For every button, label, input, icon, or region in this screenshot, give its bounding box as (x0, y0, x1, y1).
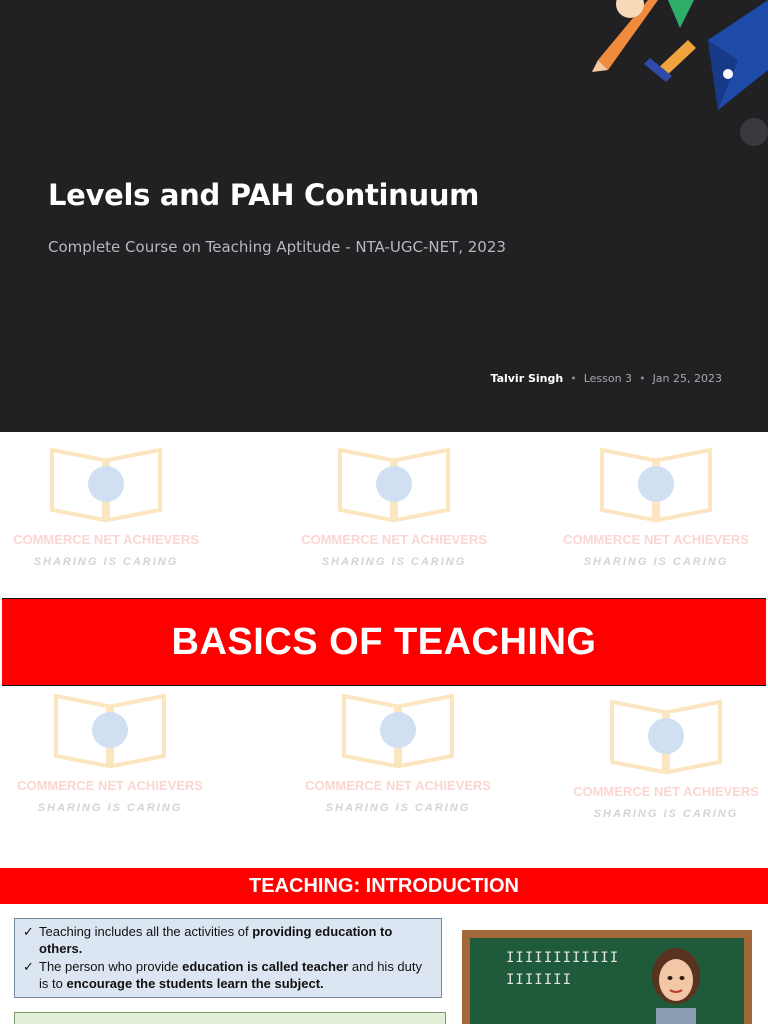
author-name: Talvir Singh (490, 372, 564, 385)
watermark-logo (298, 682, 498, 852)
watermark-name: COMMERCE NET ACHIEVERS (17, 778, 203, 793)
watermark-name: COMMERCE NET ACHIEVERS (305, 778, 491, 793)
watermark-logo (6, 436, 206, 606)
lesson-meta (490, 372, 722, 385)
separator-dot: • (570, 372, 577, 385)
chalk-marks: IIIIIII (506, 972, 573, 988)
watermark-tagline: SHARING IS CARING (321, 556, 467, 568)
book-globe-icon (46, 436, 166, 526)
watermark-name: COMMERCE NET ACHIEVERS (13, 532, 199, 547)
separator-dot: • (639, 372, 646, 385)
basics-slide (0, 432, 768, 864)
basics-banner (2, 598, 766, 686)
bullet-text: Teaching includes all the activities of (39, 924, 253, 939)
bullet-item (23, 923, 433, 957)
watermark-name: COMMERCE NET ACHIEVERS (301, 532, 487, 547)
book-globe-icon (606, 688, 726, 778)
watermark-tagline: SHARING IS CARING (593, 808, 739, 820)
book-globe-icon (596, 436, 716, 526)
introduction-heading: TEACHING: INTRODUCTION (249, 874, 519, 897)
lesson-number: Lesson 3 (583, 372, 633, 385)
watermark-logo (10, 682, 210, 852)
bullet-text: The person who provide (39, 959, 183, 974)
watermark-name: COMMERCE NET ACHIEVERS (563, 532, 749, 547)
checkmark-icon: ✓ (23, 959, 34, 974)
watermark-tagline: SHARING IS CARING (583, 556, 729, 568)
watermark-tagline: SHARING IS CARING (37, 802, 183, 814)
bullet-item (23, 958, 433, 992)
watermark-tagline: SHARING IS CARING (33, 556, 179, 568)
book-globe-icon (338, 682, 458, 772)
watermark-logo (566, 688, 766, 858)
chalk-marks: IIIIIIIIIIII (506, 950, 620, 966)
bullet-emphasis: encourage the students learn the subject. (66, 976, 324, 991)
chalkboard-illustration (462, 930, 752, 1024)
bullet-emphasis: providing education to others. (39, 924, 393, 956)
watermark-logo (294, 436, 494, 606)
checkmark-icon: ✓ (23, 924, 34, 939)
next-point-box (14, 1012, 446, 1024)
lesson-date: Jan 25, 2023 (652, 372, 722, 385)
course-subtitle: Complete Course on Teaching Aptitude - NTA-UGC-NET, 2023 (48, 238, 506, 256)
title-slide (0, 0, 768, 432)
introduction-heading-bar (0, 868, 768, 904)
intro-bullet-box (14, 918, 442, 998)
watermark-logo (556, 436, 756, 606)
watermark-name: COMMERCE NET ACHIEVERS (573, 784, 759, 799)
banner-title: BASICS OF TEACHING (171, 620, 597, 663)
teacher-avatar-icon (646, 946, 706, 1024)
watermark-tagline: SHARING IS CARING (325, 802, 471, 814)
chalkboard-surface (470, 938, 744, 1024)
book-globe-icon (50, 682, 170, 772)
book-globe-icon (334, 436, 454, 526)
bullet-emphasis: education is called teacher (182, 959, 349, 974)
stationery-decoration-icon (568, 0, 768, 160)
lesson-title: Levels and PAH Continuum (48, 178, 480, 212)
introduction-slide (0, 864, 768, 1024)
bullet-text: and his duty is to (39, 959, 422, 991)
